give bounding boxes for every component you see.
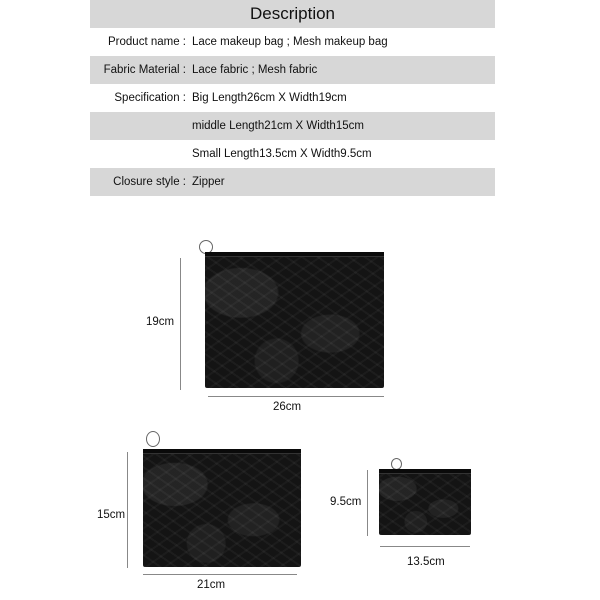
row-value: Big Length26cm X Width19cm [192,92,347,104]
row-value: Lace fabric ; Mesh fabric [192,64,318,76]
height-dimension-line [367,470,368,536]
height-dimension-line [127,452,128,568]
row-value: Zipper [192,176,225,188]
description-table [90,0,495,196]
width-label: 21cm [197,579,226,591]
row-label: Product name : [108,36,186,48]
row-closure-style [90,168,495,196]
middle-bag-image [143,449,301,567]
row-specification-small [90,140,495,168]
zipper [205,252,384,257]
row-specification-big [90,84,495,112]
row-label: Specification : [114,92,186,104]
small-bag-image [379,469,471,535]
height-dimension-line [180,258,181,390]
table-title: Description [90,0,495,28]
zipper [143,449,301,454]
width-label: 26cm [273,401,302,413]
width-dimension-line [143,574,297,575]
height-label: 15cm [97,509,126,521]
height-label: 19cm [146,316,175,328]
zipper [379,469,471,474]
row-label: Fabric Material : [103,64,186,76]
width-dimension-line [380,546,470,547]
row-value: Small Length13.5cm X Width9.5cm [192,148,372,160]
row-label: Closure style : [113,176,186,188]
row-value: middle Length21cm X Width15cm [192,120,364,132]
row-fabric-material [90,56,495,84]
width-dimension-line [208,396,384,397]
row-specification-middle [90,112,495,140]
row-value: Lace makeup bag ; Mesh makeup bag [192,36,388,48]
width-label: 13.5cm [407,556,445,568]
zipper-pull-icon [146,431,160,447]
big-bag-image [205,252,384,388]
row-product-name [90,28,495,56]
height-label: 9.5cm [330,496,362,508]
